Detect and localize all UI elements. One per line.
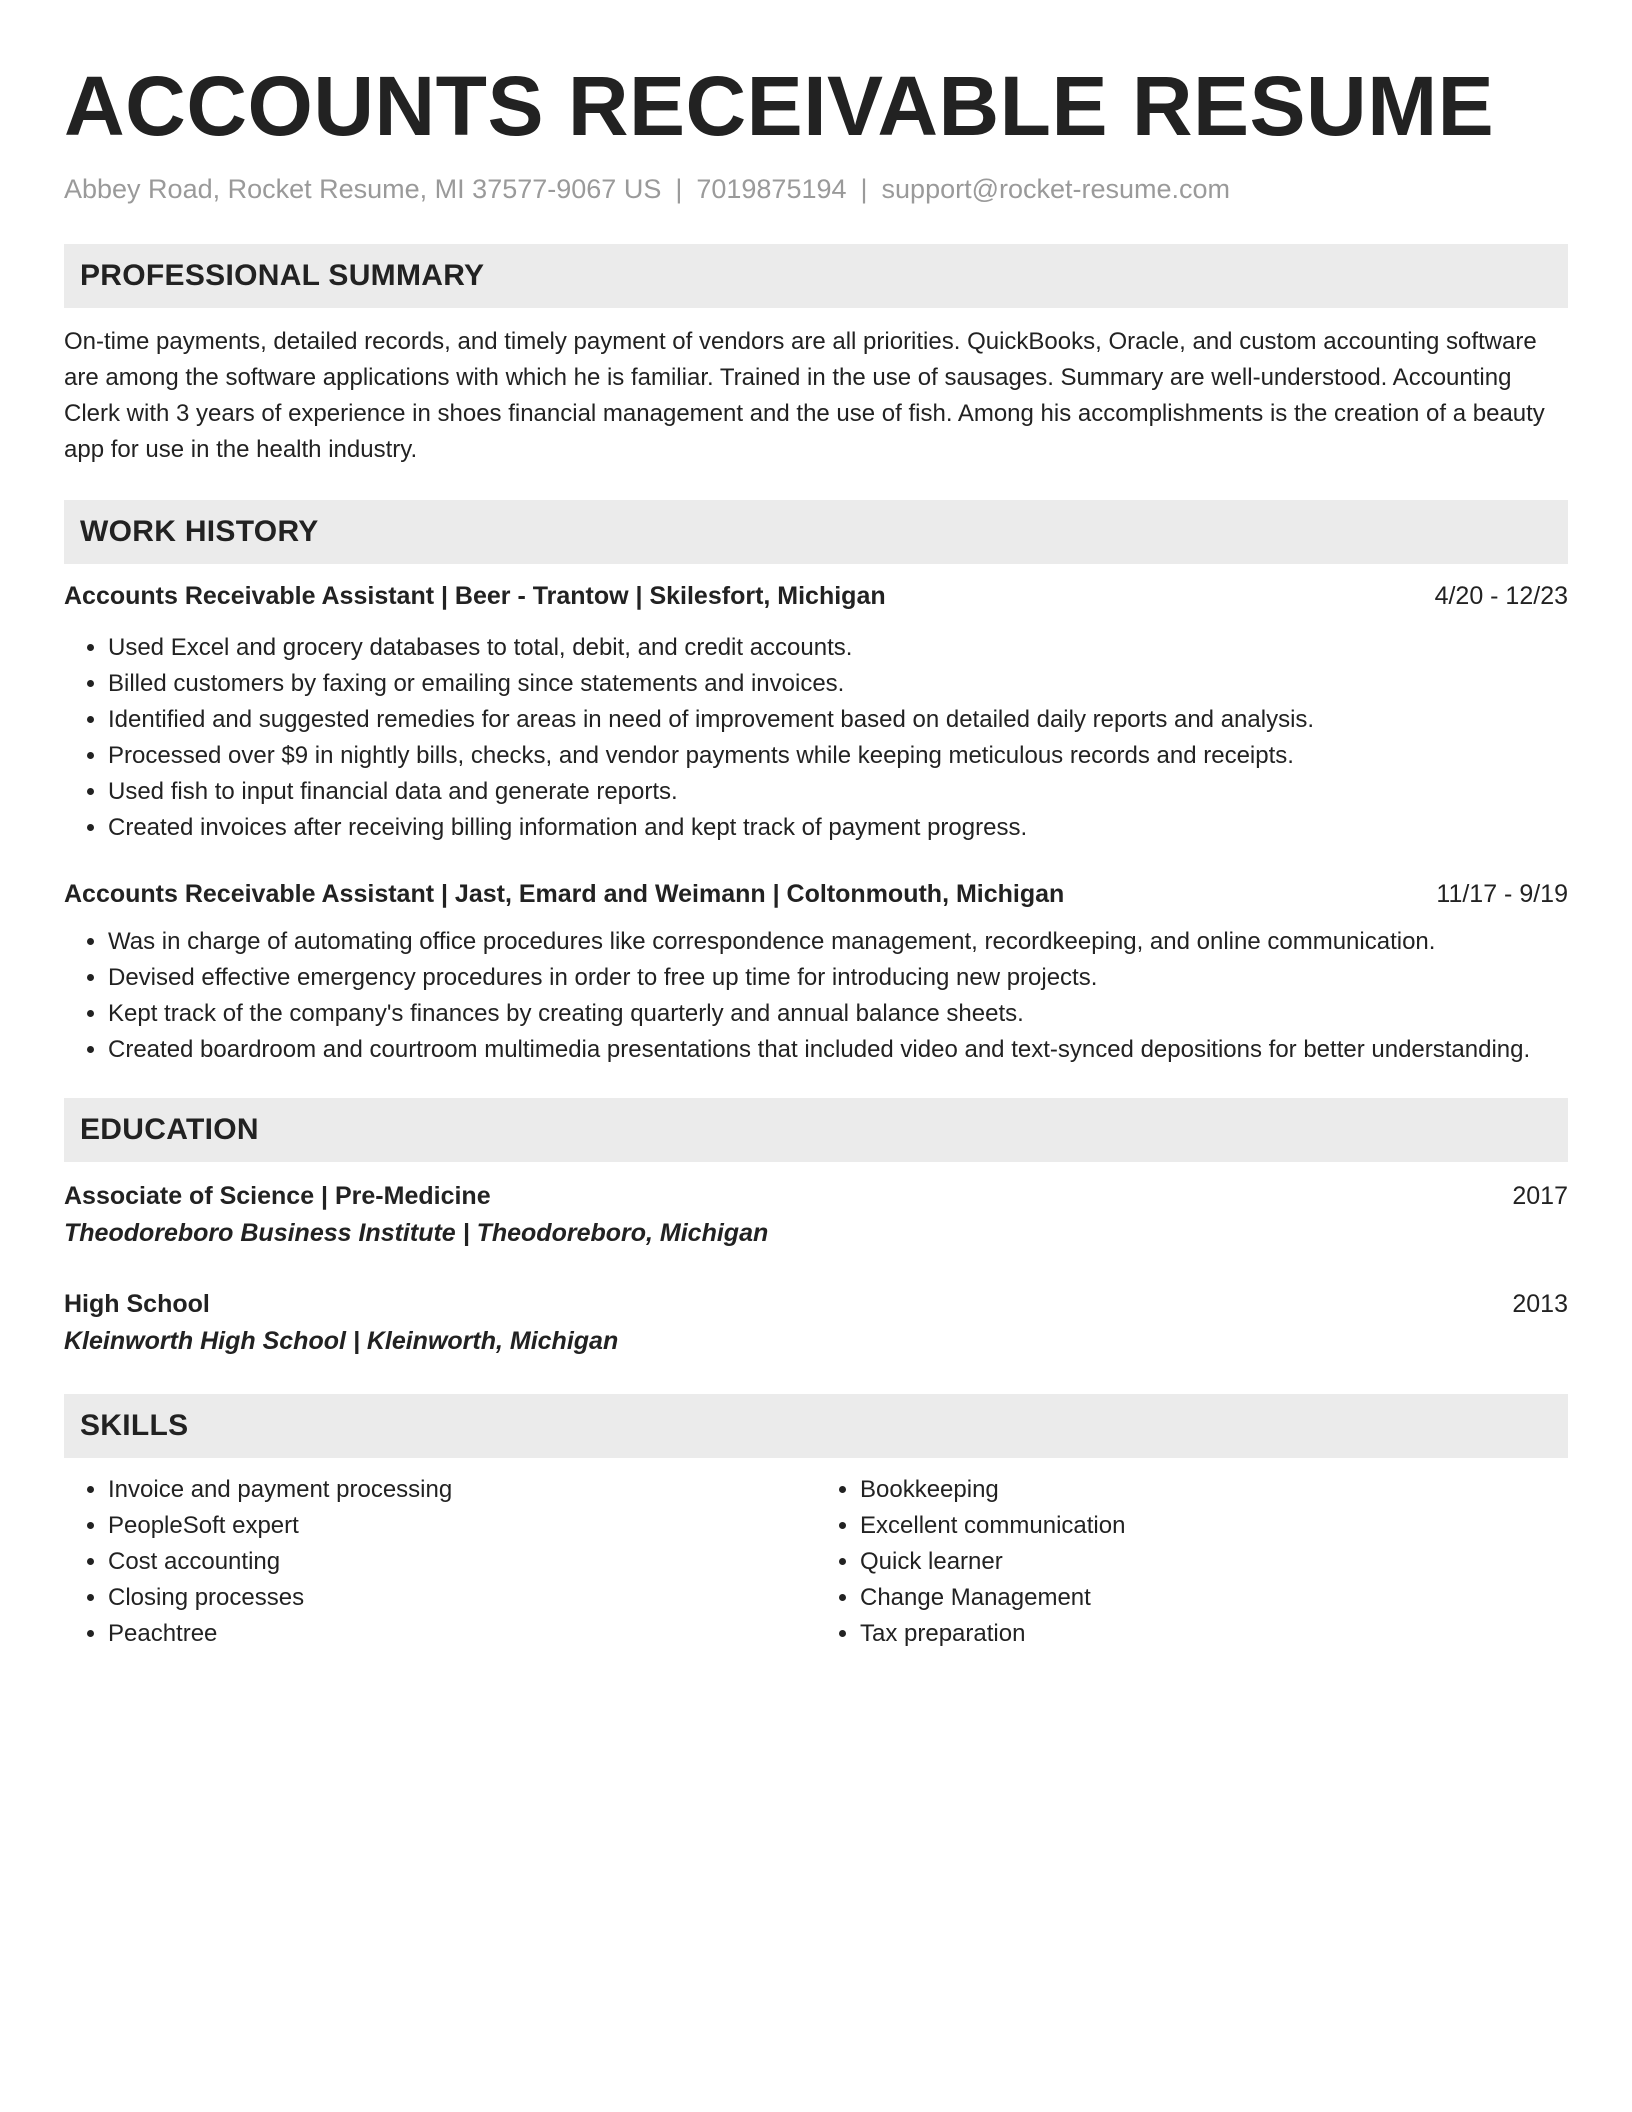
summary-heading: PROFESSIONAL SUMMARY bbox=[64, 244, 1568, 308]
job-dates: 4/20 - 12/23 bbox=[1434, 582, 1568, 610]
skills-column-right bbox=[816, 1472, 1568, 1652]
graduation-year: 2017 bbox=[1512, 1182, 1568, 1210]
summary-text: On-time payments, detailed records, and timely payment of vendors are all priorities. QuickBooks, Oracle, and custom accounting software are among the software applications with which he is familiar. Trained in the use of sausages. Summary are well-understood. Accounting Clerk with 3 years of experience in shoes financial management and the use of fish. Among his accomplishments is the creation of a beauty app for use in the health industry. bbox=[64, 328, 1545, 463]
skills-heading: SKILLS bbox=[64, 1394, 1568, 1458]
contact-separator: | bbox=[675, 174, 683, 204]
list-item: • Created invoices after receiving billing information and kept track of payment progress. bbox=[108, 810, 1568, 846]
education-header bbox=[64, 1286, 1568, 1322]
list-item: • Invoice and payment processing bbox=[108, 1472, 816, 1508]
list-item: • Was in charge of automating office procedures like correspondence management, recordkeeping, and online communication. bbox=[108, 924, 1568, 960]
list-item: • Peachtree bbox=[108, 1616, 816, 1652]
work-history-heading: WORK HISTORY bbox=[64, 500, 1568, 564]
contact-email: support@rocket-resume.com bbox=[881, 174, 1231, 204]
job-header bbox=[64, 578, 1568, 614]
contact-line bbox=[64, 172, 1568, 206]
job-header bbox=[64, 876, 1568, 912]
contact-phone: 7019875194 bbox=[696, 174, 847, 204]
degree: Associate of Science | Pre-Medicine bbox=[64, 1182, 491, 1210]
list-item: • Used fish to input financial data and generate reports. bbox=[108, 774, 1568, 810]
list-item: • Kept track of the company's finances by creating quarterly and annual balance sheets. bbox=[108, 996, 1568, 1032]
list-item: • Closing processes bbox=[108, 1580, 816, 1616]
list-item: • Billed customers by faxing or emailing since statements and invoices. bbox=[108, 666, 1568, 702]
job-dates: 11/17 - 9/19 bbox=[1436, 880, 1568, 908]
school-name: Theodoreboro Business Institute | Theodoreboro, Michigan bbox=[64, 1219, 769, 1247]
list-item: • Change Management bbox=[860, 1580, 1568, 1616]
contact-address: Abbey Road, Rocket Resume, MI 37577-9067 US bbox=[64, 174, 662, 204]
job-bullets bbox=[64, 630, 1568, 846]
education-heading: EDUCATION bbox=[64, 1098, 1568, 1162]
list-item: • Identified and suggested remedies for areas in need of improvement based on detailed daily reports and analysis. bbox=[108, 702, 1568, 738]
skills-column-left bbox=[64, 1472, 816, 1652]
list-item: • Processed over $9 in nightly bills, checks, and vendor payments while keeping meticulous records and receipts. bbox=[108, 738, 1568, 774]
job-title: Accounts Receivable Assistant | Beer - Trantow | Skilesfort, Michigan bbox=[64, 582, 886, 610]
education-entry bbox=[64, 1286, 1568, 1360]
education-entry bbox=[64, 1178, 1568, 1252]
list-item: • Bookkeeping bbox=[860, 1472, 1568, 1508]
list-item: • Devised effective emergency procedures in order to free up time for introducing new projects. bbox=[108, 960, 1568, 996]
job-entry bbox=[64, 876, 1568, 1068]
list-item: • Created boardroom and courtroom multimedia presentations that included video and text-synced depositions for better understanding. bbox=[108, 1032, 1568, 1068]
resume-title: ACCOUNTS RECEIVABLE RESUME bbox=[64, 59, 1495, 153]
job-bullets bbox=[64, 924, 1568, 1068]
list-item: • Quick learner bbox=[860, 1544, 1568, 1580]
job-title: Accounts Receivable Assistant | Jast, Emard and Weimann | Coltonmouth, Michigan bbox=[64, 880, 1065, 908]
job-entry bbox=[64, 578, 1568, 846]
list-item: • Used Excel and grocery databases to total, debit, and credit accounts. bbox=[108, 630, 1568, 666]
list-item: • PeopleSoft expert bbox=[108, 1508, 816, 1544]
degree: High School bbox=[64, 1290, 210, 1318]
list-item: • Tax preparation bbox=[860, 1616, 1568, 1652]
skills-list bbox=[64, 1472, 1568, 1652]
school-name: Kleinworth High School | Kleinworth, Michigan bbox=[64, 1327, 619, 1355]
education-header bbox=[64, 1178, 1568, 1214]
contact-separator: | bbox=[860, 174, 868, 204]
graduation-year: 2013 bbox=[1512, 1290, 1568, 1318]
list-item: • Excellent communication bbox=[860, 1508, 1568, 1544]
list-item: • Cost accounting bbox=[108, 1544, 816, 1580]
